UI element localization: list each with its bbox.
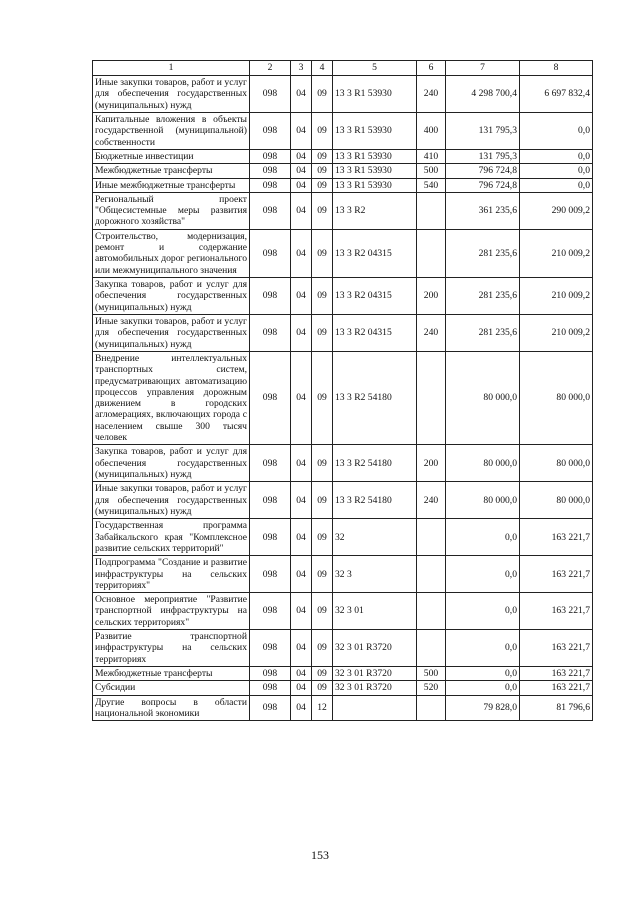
amount-2-cell: 163 221,7 [520,519,593,556]
amount-1-cell: 0,0 [446,667,520,681]
header-cell: 1 [93,61,250,76]
expense-type-cell [417,630,446,667]
subsection-code-cell: 09 [312,76,333,113]
ministry-code-cell: 098 [250,149,291,163]
subsection-code-cell: 09 [312,630,333,667]
amount-1-cell: 80 000,0 [446,482,520,519]
amount-2-cell: 210 009,2 [520,278,593,315]
section-code-cell: 04 [291,695,312,721]
expense-type-cell [417,351,446,445]
subsection-code-cell: 09 [312,149,333,163]
amount-1-cell: 361 235,6 [446,192,520,229]
ministry-code-cell: 098 [250,314,291,351]
expense-type-cell: 400 [417,112,446,149]
ministry-code-cell: 098 [250,229,291,277]
amount-1-cell: 0,0 [446,556,520,593]
ministry-code-cell: 098 [250,482,291,519]
ministry-code-cell: 098 [250,278,291,315]
amount-2-cell: 0,0 [520,164,593,178]
row-name-cell: Иные закупки товаров, работ и услуг для обеспечения государственных (муниципальных) нужд [93,482,250,519]
table-row [93,112,593,149]
ministry-code-cell: 098 [250,445,291,482]
header-cell: 5 [333,61,417,76]
amount-2-cell: 6 697 832,4 [520,76,593,113]
section-code-cell: 04 [291,519,312,556]
expense-type-cell [417,593,446,630]
header-cell: 8 [520,61,593,76]
section-code-cell: 04 [291,112,312,149]
amount-2-cell: 0,0 [520,178,593,192]
target-article-cell: 13 3 R2 04315 [333,314,417,351]
expense-type-cell: 500 [417,164,446,178]
amount-1-cell: 796 724,8 [446,178,520,192]
expense-type-cell: 410 [417,149,446,163]
table-row [93,149,593,163]
ministry-code-cell: 098 [250,695,291,721]
target-article-cell: 32 [333,519,417,556]
amount-2-cell: 80 000,0 [520,445,593,482]
section-code-cell: 04 [291,630,312,667]
amount-2-cell: 80 000,0 [520,351,593,445]
expense-type-cell: 500 [417,667,446,681]
page-number: 153 [311,848,329,862]
row-name-cell: Закупка товаров, работ и услуг для обеспечения государственных (муниципальных) нужд [93,445,250,482]
ministry-code-cell: 098 [250,351,291,445]
target-article-cell: 13 3 R2 04315 [333,278,417,315]
table-row [93,593,593,630]
expense-type-cell [417,229,446,277]
ministry-code-cell: 098 [250,630,291,667]
subsection-code-cell: 09 [312,351,333,445]
subsection-code-cell: 09 [312,192,333,229]
row-name-cell: Бюджетные инвестиции [93,149,250,163]
subsection-code-cell: 09 [312,278,333,315]
row-name-cell: Иные межбюджетные трансферты [93,178,250,192]
table-row [93,556,593,593]
table-row [93,630,593,667]
header-cell: 4 [312,61,333,76]
amount-1-cell: 4 298 700,4 [446,76,520,113]
section-code-cell: 04 [291,482,312,519]
row-name-cell: Государственная программа Забайкальского края "Комплексное развитие сельских территорий" [93,519,250,556]
amount-1-cell: 0,0 [446,593,520,630]
row-name-cell: Межбюджетные трансферты [93,667,250,681]
amount-1-cell: 796 724,8 [446,164,520,178]
header-cell: 6 [417,61,446,76]
amount-2-cell: 290 009,2 [520,192,593,229]
row-name-cell: Закупка товаров, работ и услуг для обеспечения государственных (муниципальных) нужд [93,278,250,315]
target-article-cell: 13 3 R2 04315 [333,229,417,277]
ministry-code-cell: 098 [250,112,291,149]
expense-type-cell: 520 [417,681,446,695]
row-name-cell: Субсидии [93,681,250,695]
target-article-cell: 13 3 R1 53930 [333,164,417,178]
table-header-row [93,61,593,76]
amount-1-cell: 79 828,0 [446,695,520,721]
amount-1-cell: 281 235,6 [446,278,520,315]
section-code-cell: 04 [291,681,312,695]
subsection-code-cell: 09 [312,482,333,519]
row-name-cell: Развитие транспортной инфраструктуры на сельских территориях [93,630,250,667]
table-row [93,351,593,445]
expense-type-cell [417,556,446,593]
target-article-cell: 13 3 R2 54180 [333,482,417,519]
section-code-cell: 04 [291,556,312,593]
section-code-cell: 04 [291,76,312,113]
ministry-code-cell: 098 [250,76,291,113]
ministry-code-cell: 098 [250,593,291,630]
expense-type-cell: 540 [417,178,446,192]
table-row [93,229,593,277]
amount-1-cell: 281 235,6 [446,229,520,277]
section-code-cell: 04 [291,351,312,445]
amount-1-cell: 131 795,3 [446,149,520,163]
header-cell: 7 [446,61,520,76]
header-cell: 3 [291,61,312,76]
target-article-cell: 32 3 01 [333,593,417,630]
target-article-cell: 32 3 [333,556,417,593]
amount-2-cell: 210 009,2 [520,314,593,351]
subsection-code-cell: 09 [312,164,333,178]
expense-type-cell: 200 [417,278,446,315]
section-code-cell: 04 [291,667,312,681]
target-article-cell: 13 3 R1 53930 [333,112,417,149]
subsection-code-cell: 09 [312,445,333,482]
target-article-cell: 32 3 01 R3720 [333,630,417,667]
row-name-cell: Капитальные вложения в объекты государственной (муниципальной) собственности [93,112,250,149]
row-name-cell: Подпрограмма "Создание и развитие инфраструктуры на сельских территориях" [93,556,250,593]
subsection-code-cell: 09 [312,556,333,593]
amount-1-cell: 80 000,0 [446,351,520,445]
amount-2-cell: 163 221,7 [520,556,593,593]
section-code-cell: 04 [291,593,312,630]
expense-type-cell: 200 [417,445,446,482]
target-article-cell: 32 3 01 R3720 [333,681,417,695]
subsection-code-cell: 09 [312,314,333,351]
table-row [93,314,593,351]
amount-2-cell: 80 000,0 [520,482,593,519]
table-row [93,278,593,315]
amount-2-cell: 0,0 [520,149,593,163]
ministry-code-cell: 098 [250,178,291,192]
section-code-cell: 04 [291,178,312,192]
subsection-code-cell: 09 [312,593,333,630]
ministry-code-cell: 098 [250,164,291,178]
subsection-code-cell: 09 [312,681,333,695]
section-code-cell: 04 [291,314,312,351]
expense-type-cell [417,695,446,721]
section-code-cell: 04 [291,445,312,482]
expense-type-cell [417,519,446,556]
target-article-cell: 13 3 R1 53930 [333,149,417,163]
amount-1-cell: 0,0 [446,681,520,695]
section-code-cell: 04 [291,192,312,229]
table-row [93,667,593,681]
row-name-cell: Иные закупки товаров, работ и услуг для обеспечения государственных (муниципальных) нужд [93,314,250,351]
table-row [93,482,593,519]
target-article-cell: 13 3 R2 [333,192,417,229]
target-article-cell: 13 3 R2 54180 [333,445,417,482]
amount-1-cell: 281 235,6 [446,314,520,351]
table-row [93,178,593,192]
amount-2-cell: 163 221,7 [520,630,593,667]
section-code-cell: 04 [291,164,312,178]
row-name-cell: Иные закупки товаров, работ и услуг для обеспечения государственных (муниципальных) нужд [93,76,250,113]
subsection-code-cell: 09 [312,519,333,556]
row-name-cell: Внедрение интеллектуальных транспортных систем, предусматривающих автоматизацию процессов управления дорожным движением в городских агломерациях, включающих города с населением свыше 300 тысяч человек [93,351,250,445]
amount-2-cell: 0,0 [520,112,593,149]
target-article-cell: 13 3 R2 54180 [333,351,417,445]
ministry-code-cell: 098 [250,556,291,593]
row-name-cell: Региональный проект "Общесистемные меры развития дорожного хозяйства" [93,192,250,229]
subsection-code-cell: 09 [312,229,333,277]
ministry-code-cell: 098 [250,667,291,681]
section-code-cell: 04 [291,278,312,315]
section-code-cell: 04 [291,229,312,277]
table-row [93,681,593,695]
row-name-cell: Другие вопросы в области национальной экономики [93,695,250,721]
expense-type-cell [417,192,446,229]
table-row [93,445,593,482]
target-article-cell: 13 3 R1 53930 [333,76,417,113]
amount-2-cell: 81 796,6 [520,695,593,721]
subsection-code-cell: 12 [312,695,333,721]
subsection-code-cell: 09 [312,178,333,192]
table-row [93,192,593,229]
header-cell: 2 [250,61,291,76]
table-row [93,164,593,178]
amount-2-cell: 163 221,7 [520,667,593,681]
row-name-cell: Строительство, модернизация, ремонт и содержание автомобильных дорог регионального или межмуниципального значения [93,229,250,277]
expense-type-cell: 240 [417,482,446,519]
table-row [93,76,593,113]
row-name-cell: Основное мероприятие "Развитие транспортной инфраструктуры на сельских территориях" [93,593,250,630]
ministry-code-cell: 098 [250,519,291,556]
row-name-cell: Межбюджетные трансферты [93,164,250,178]
table-row [93,519,593,556]
amount-2-cell: 210 009,2 [520,229,593,277]
amount-1-cell: 80 000,0 [446,445,520,482]
amount-1-cell: 131 795,3 [446,112,520,149]
expense-type-cell: 240 [417,314,446,351]
target-article-cell: 32 3 01 R3720 [333,667,417,681]
table-row [93,695,593,721]
amount-2-cell: 163 221,7 [520,681,593,695]
ministry-code-cell: 098 [250,192,291,229]
table-body [93,76,593,721]
target-article-cell [333,695,417,721]
expense-type-cell: 240 [417,76,446,113]
subsection-code-cell: 09 [312,667,333,681]
ministry-code-cell: 098 [250,681,291,695]
subsection-code-cell: 09 [312,112,333,149]
amount-2-cell: 163 221,7 [520,593,593,630]
budget-table [92,60,593,721]
target-article-cell: 13 3 R1 53930 [333,178,417,192]
amount-1-cell: 0,0 [446,630,520,667]
amount-1-cell: 0,0 [446,519,520,556]
section-code-cell: 04 [291,149,312,163]
